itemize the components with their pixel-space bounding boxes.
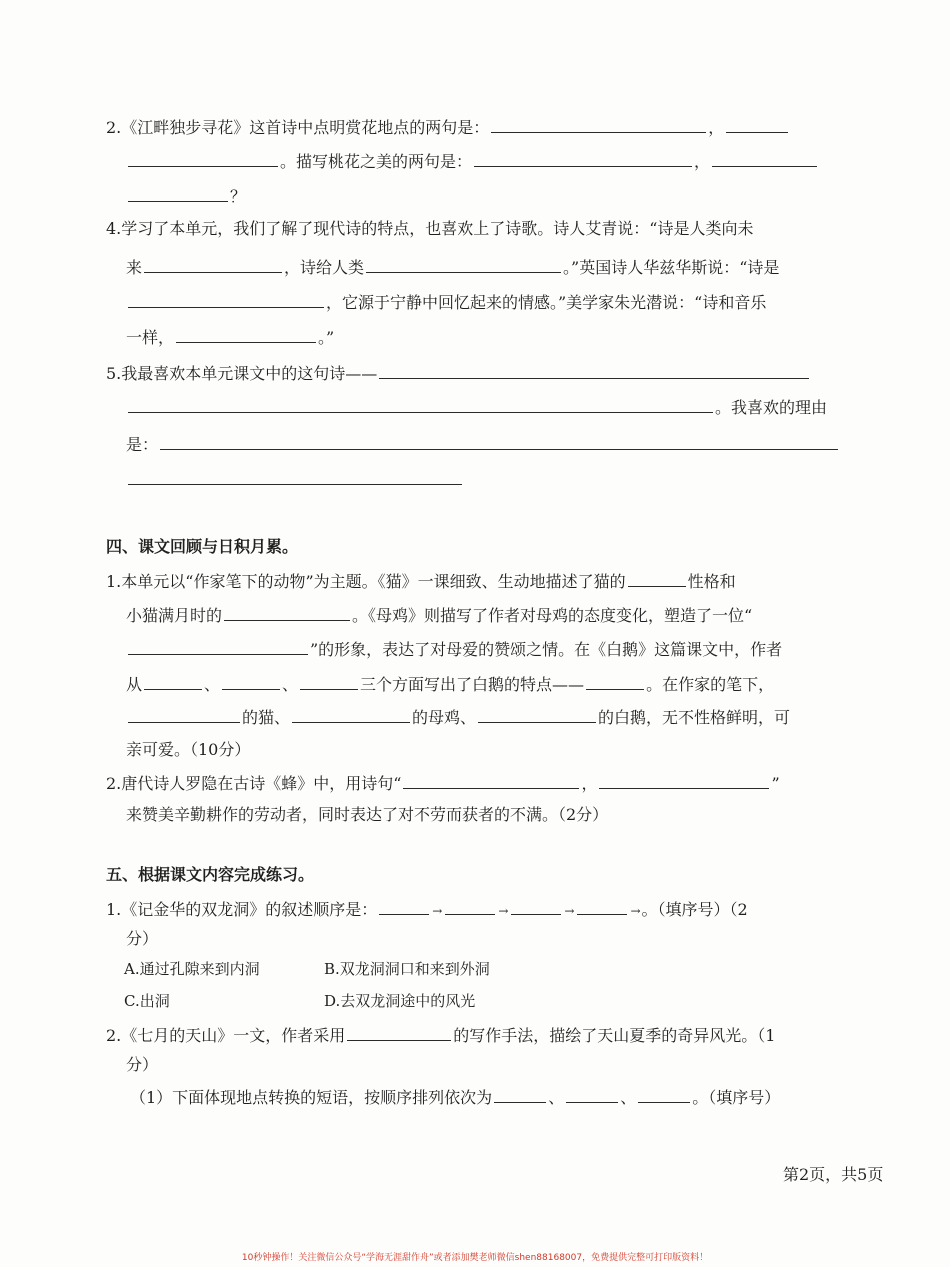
answer-blank[interactable] [403, 772, 579, 789]
s5-q2-line-3: （1）下面体现地点转换的短语，按顺序排列依次为 、 、 。（填序号） [130, 1088, 781, 1107]
option-d: D.去双龙洞途中的风光 [324, 992, 476, 1010]
answer-blank[interactable] [478, 706, 596, 723]
s4-q1-line-6: 亲可爱。（10分） [126, 740, 251, 759]
s4-q1-line-2: 小猫满月时的 。《母鸡》则描写了作者对母鸡的态度变化，塑造了一位“ [126, 606, 753, 625]
q5-line-4 [126, 468, 846, 491]
q4-line-3: ，它源于宁静中回忆起来的情感。”美学家朱光潜说：“诗和音乐 [126, 291, 846, 314]
answer-blank[interactable] [128, 185, 228, 202]
answer-blank[interactable] [160, 433, 838, 450]
answer-blank[interactable] [224, 604, 350, 621]
answer-blank[interactable] [300, 673, 358, 690]
q4-line-4: 一样， 。” [126, 328, 335, 347]
s5-q2-line-1: 2.《七月的天山》一文，作者采用 的写作手法，描绘了天山夏季的奇异风光。（1 [106, 1026, 776, 1045]
q5-line-1: 5.我最喜欢本单元课文中的这句诗—— [106, 362, 846, 385]
answer-blank[interactable] [128, 291, 324, 308]
answer-blank[interactable] [144, 673, 202, 690]
q4-line-1: 4.学习了本单元，我们了解了现代诗的特点，也喜欢上了诗歌。诗人艾青说：“诗是人类向未 [106, 219, 754, 238]
answer-blank[interactable] [566, 1086, 618, 1103]
answer-blank[interactable] [586, 673, 644, 690]
answer-blank[interactable] [712, 150, 817, 167]
q2-line-1: 2.《江畔独步寻花》这首诗中点明赏花地点的两句是： ， [106, 116, 846, 139]
answer-blank[interactable] [366, 256, 561, 273]
answer-blank[interactable] [511, 898, 561, 915]
option-c: C.出洞 [124, 992, 170, 1010]
answer-blank[interactable] [491, 116, 706, 133]
page-number: 第2页，共5页 [783, 1165, 884, 1184]
answer-blank[interactable] [128, 396, 713, 413]
s5-q1-line-2: 分） [126, 929, 159, 948]
answer-blank[interactable] [445, 898, 495, 915]
section-4-title: 四、课文回顾与日积月累。 [106, 537, 299, 556]
footer-note: 10秒钟操作！关注微信公众号“学海无涯甜作舟”或者添加樊老师微信shen88168007，免费提供完整可打印版资料！ [241, 1253, 709, 1263]
answer-blank[interactable] [628, 570, 686, 587]
option-b: B.双龙洞洞口和来到外洞 [324, 960, 490, 978]
answer-blank[interactable] [638, 1086, 690, 1103]
s4-q2-line-2: 来赞美辛勤耕作的劳动者，同时表达了对不劳而获者的不满。（2分） [126, 805, 609, 824]
answer-blank[interactable] [128, 150, 278, 167]
s4-q1-line-3: ”的形象，表达了对母爱的赞颂之情。在《白鹅》这篇课文中，作者 [126, 638, 846, 661]
arrow-icon: → [498, 904, 509, 918]
answer-blank[interactable] [474, 150, 692, 167]
s4-q1-line-5: 的猫、 的母鸡、 的白鹅，无不性格鲜明，可 [126, 706, 846, 729]
s4-q1-line-1: 1.本单元以“作家笔下的动物”为主题。《猫》一课细致、生动地描述了猫的 性格和 [106, 572, 736, 591]
q2-line-2: 。描写桃花之美的两句是： ， [126, 150, 846, 173]
answer-blank[interactable] [144, 256, 282, 273]
answer-blank[interactable] [222, 673, 280, 690]
arrow-icon: → [432, 904, 443, 918]
s5-q1-line-1: 1.《记金华的双龙洞》的叙述顺序是： → → → →。（填序号）（2 [106, 898, 846, 922]
answer-blank[interactable] [494, 1086, 546, 1103]
answer-blank[interactable] [599, 772, 769, 789]
arrow-icon: → [564, 904, 575, 918]
q2-line-3: ？ [126, 185, 846, 208]
answer-blank[interactable] [128, 638, 308, 655]
answer-blank[interactable] [379, 898, 429, 915]
answer-blank[interactable] [379, 362, 809, 379]
answer-blank[interactable] [577, 898, 627, 915]
answer-blank[interactable] [128, 706, 240, 723]
answer-blank[interactable] [347, 1024, 451, 1041]
answer-blank[interactable] [128, 468, 462, 485]
s4-q1-line-4: 从 、 、 三个方面写出了白鹅的特点—— 。在作家的笔下， [126, 675, 775, 694]
option-a: A.通过孔隙来到内洞 [124, 960, 260, 978]
section-5-title: 五、根据课文内容完成练习。 [106, 865, 315, 884]
arrow-icon: → [630, 904, 641, 918]
q5-line-2: 。我喜欢的理由 [126, 396, 846, 419]
answer-blank[interactable] [176, 326, 316, 343]
q5-line-3: 是： [126, 433, 846, 456]
s5-q2-line-2: 分） [126, 1055, 159, 1074]
s4-q2-line-1: 2.唐代诗人罗隐在古诗《蜂》中，用诗句“ ， ” [106, 774, 780, 793]
answer-blank[interactable] [292, 706, 410, 723]
answer-blank[interactable] [726, 116, 788, 133]
q4-line-2: 来 ，诗给人类 。”英国诗人华兹华斯说：“诗是 [126, 258, 780, 277]
